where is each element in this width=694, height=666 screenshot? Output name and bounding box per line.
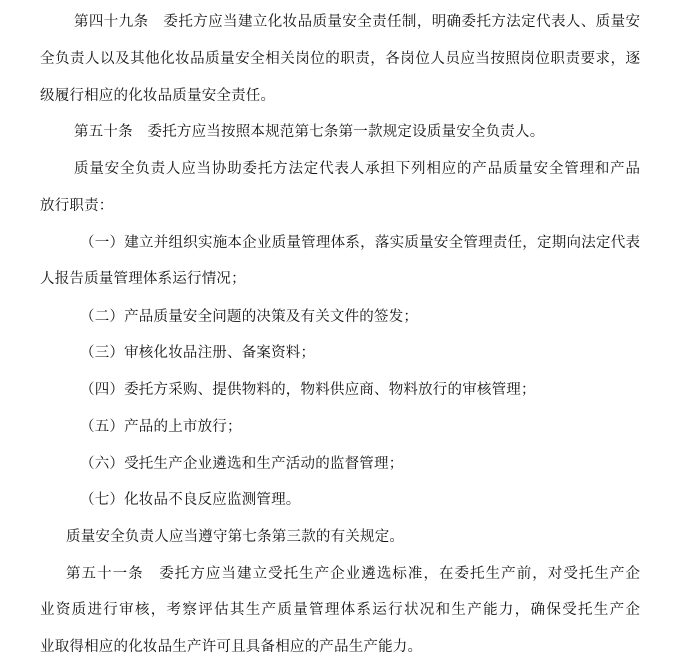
text-span: （七）化妆品不良反应监测管理。 [80, 492, 301, 508]
item-4 [80, 380, 536, 400]
responsibility-line-2 [40, 196, 114, 216]
article-49-line-1 [74, 12, 640, 32]
compliance-note [66, 527, 404, 547]
article-51-line-3 [40, 637, 422, 657]
text-span: （六）受托生产企业遴选和生产活动的监督管理； [80, 456, 404, 472]
article-51-line-1 [66, 564, 641, 584]
text-span: （四）委托方采购、提供物料的，物料供应商、物料放行的审核管理； [80, 382, 536, 398]
text-span: 级履行相应的化妆品质量安全责任。 [40, 88, 276, 104]
text-span: 第五十一条 委托方应当建立受托生产企业遴选标准，在委托生产前，对受托生产企 [66, 566, 642, 582]
text-span: 质量安全负责人应当协助委托方法定代表人承担下列相应的产品质量安全管理和产品 [74, 161, 641, 177]
item-7 [80, 490, 301, 510]
item-5 [80, 417, 242, 437]
item-3 [80, 343, 315, 363]
item-1-line-1 [80, 233, 640, 253]
text-span: 质量安全负责人应当遵守第七条第三款的有关规定。 [66, 529, 405, 545]
text-span: 第五十条 委托方应当按照本规范第七条第一款规定设质量安全负责人。 [74, 124, 545, 140]
text-span: （五）产品的上市放行； [80, 419, 242, 435]
responsibility-line-1 [74, 159, 641, 179]
text-span: 第四十九条 委托方应当建立化妆品质量安全责任制，明确委托方法定代表人、质量安 [74, 14, 641, 30]
article-49-line-3 [40, 86, 275, 106]
article-51-line-2 [40, 600, 641, 620]
text-span: 业取得相应的化妆品生产许可且具备相应的产品生产能力。 [40, 639, 423, 655]
text-span: 全负责人以及其他化妆品质量安全相关岗位的职责，各岗位人员应当按照岗位职责要求，逐 [40, 51, 641, 67]
item-2 [80, 307, 418, 327]
article-50-line-1 [74, 122, 544, 142]
item-6 [80, 454, 403, 474]
text-span: （三）审核化妆品注册、备案资料； [80, 345, 316, 361]
text-span: 放行职责： [40, 198, 114, 214]
text-span: （二）产品质量安全问题的决策及有关文件的签发； [80, 309, 419, 325]
text-span: 人报告质量管理体系运行情况； [40, 271, 246, 287]
article-49-line-2 [40, 49, 641, 69]
text-span: 业资质进行审核，考察评估其生产质量管理体系运行状况和生产能力，确保受托生产企 [40, 602, 642, 618]
text-span: （一）建立并组织实施本企业质量管理体系，落实质量安全管理责任，定期向法定代表 [80, 235, 641, 251]
item-1-line-2 [40, 269, 246, 289]
